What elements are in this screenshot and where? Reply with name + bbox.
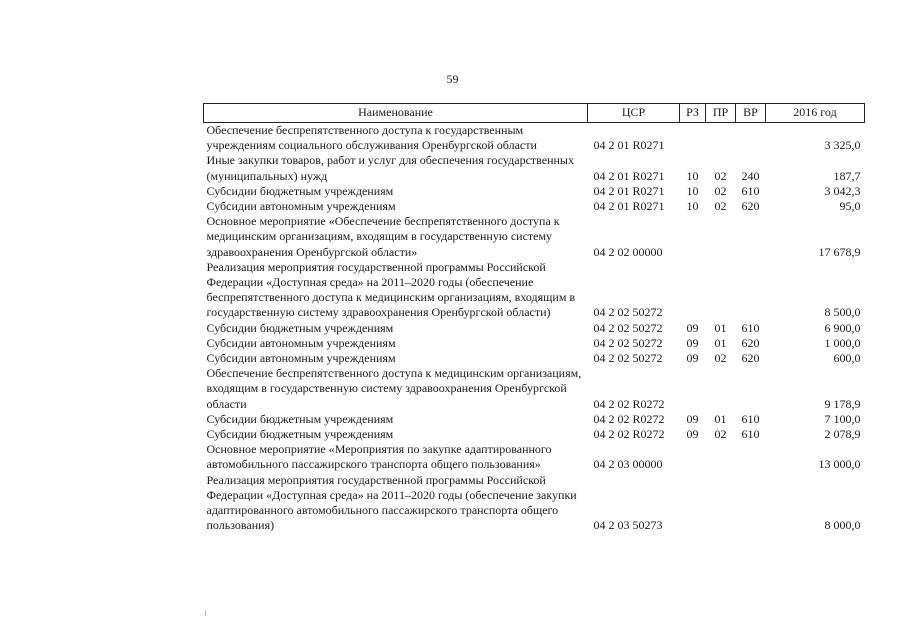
table-row [204, 351, 865, 366]
cell-amount: 6 900,0 [824, 320, 861, 335]
cell-name: Субсидии автономным учреждениям [206, 351, 396, 366]
cell-vr [736, 214, 766, 260]
table-row [204, 321, 865, 336]
table-row [204, 336, 865, 351]
cell-rz: 10 [686, 183, 699, 198]
cell-pr: 01 [714, 335, 727, 350]
cell-vr [736, 442, 766, 472]
cell-rz: 09 [686, 351, 699, 366]
cell-vr: 610 [741, 183, 760, 198]
cell-rz [680, 366, 706, 412]
cell-csr: 04 2 02 50272 [593, 320, 663, 335]
table-row [204, 473, 865, 534]
cell-pr: 02 [714, 168, 727, 183]
cell-csr: 04 2 01 R0271 [593, 183, 665, 198]
cell-vr: 610 [741, 411, 760, 426]
cell-amount: 17 678,9 [818, 244, 861, 259]
header-csr: ЦСР [588, 104, 680, 123]
cell-rz: 09 [686, 335, 699, 350]
header-vr: ВР [736, 104, 766, 123]
cell-amount: 8 000,0 [824, 518, 861, 533]
cell-amount: 8 500,0 [824, 305, 861, 320]
cell-vr [736, 473, 766, 534]
cell-pr: 02 [714, 351, 727, 366]
cell-amount: 1 000,0 [824, 335, 861, 350]
cell-csr: 04 2 02 50272 [593, 335, 663, 350]
cell-pr [706, 366, 736, 412]
cell-vr: 610 [741, 427, 760, 442]
cell-pr [706, 123, 736, 154]
cell-amount: 7 100,0 [824, 411, 861, 426]
table-row [204, 199, 865, 214]
cell-pr [706, 442, 736, 472]
cell-vr: 620 [741, 199, 760, 214]
cell-name: Иные закупки товаров, работ и услуг для обеспечения государственных (муниципальных) нужд [206, 153, 574, 183]
cell-rz: 10 [686, 168, 699, 183]
cell-csr: 04 2 01 R0271 [593, 168, 665, 183]
cell-csr: 04 2 03 00000 [593, 457, 663, 472]
cell-name: Обеспечение беспрепятственного доступа к государственным учреждениям социального обслуживания Оренбургской области [206, 123, 537, 153]
cell-name: Реализация мероприятия государственной программы Российской Федерации «Доступная среда» на 2011–2020 годы (обеспечение беспрепятственного доступа к медицинским организациям, входящим в государственную систему здравоохранения Оренбургской области) [206, 259, 576, 320]
cell-pr: 01 [714, 411, 727, 426]
cell-amount: 95,0 [839, 199, 861, 214]
table-header [204, 104, 865, 123]
cell-vr [736, 123, 766, 154]
cell-vr: 620 [741, 335, 760, 350]
cell-pr [706, 214, 736, 260]
cell-rz: 09 [686, 411, 699, 426]
header-amount: 2016 год [766, 104, 865, 123]
header-row [204, 104, 865, 123]
cell-pr: 02 [714, 427, 727, 442]
cell-csr: 04 2 03 50273 [593, 518, 663, 533]
table-row [204, 412, 865, 427]
cell-csr: 04 2 02 50272 [593, 351, 663, 366]
cell-csr: 04 2 02 R0272 [593, 427, 665, 442]
cell-rz [680, 260, 706, 321]
cell-amount: 3 042,3 [824, 183, 861, 198]
cell-csr: 04 2 01 R0271 [593, 199, 665, 214]
cell-name: Субсидии бюджетным учреждениям [206, 427, 394, 442]
cell-csr: 04 2 02 00000 [593, 244, 663, 259]
table-row [204, 366, 865, 412]
cell-rz: 09 [686, 320, 699, 335]
cell-vr [736, 366, 766, 412]
cell-rz: 10 [686, 199, 699, 214]
cell-rz [680, 214, 706, 260]
table-row [204, 184, 865, 199]
cell-name: Обеспечение беспрепятственного доступа к медицинским организациям, входящим в государственную систему здравоохранения Оренбургской области [206, 366, 582, 411]
cell-name: Субсидии автономным учреждениям [206, 199, 396, 214]
cell-csr: 04 2 02 50272 [593, 305, 663, 320]
cell-name: Основное мероприятие «Обеспечение беспрепятственного доступа к медицинским организациям, входящим в государственную систему здравоохранения Оренбургской области» [206, 214, 560, 259]
cell-vr: 240 [741, 168, 760, 183]
table-row [204, 442, 865, 472]
cell-rz [680, 473, 706, 534]
cell-vr [736, 260, 766, 321]
cell-pr: 02 [714, 199, 727, 214]
table-row [204, 427, 865, 442]
cell-csr: 04 2 02 R0272 [593, 411, 665, 426]
table-row [204, 123, 865, 154]
cell-csr: 04 2 01 R0271 [593, 138, 665, 153]
cell-amount: 9 178,9 [824, 396, 861, 411]
cell-rz [680, 442, 706, 472]
cell-name: Субсидии бюджетным учреждениям [206, 411, 394, 426]
cell-name: Субсидии бюджетным учреждениям [206, 320, 394, 335]
cell-vr: 610 [741, 320, 760, 335]
cell-pr [706, 473, 736, 534]
cell-name: Субсидии автономным учреждениям [206, 335, 396, 350]
header-pr: ПР [706, 104, 736, 123]
cell-amount: 13 000,0 [818, 457, 861, 472]
budget-table [203, 103, 865, 533]
table-row [204, 214, 865, 260]
cell-amount: 187,7 [833, 168, 861, 183]
cell-pr [706, 260, 736, 321]
cell-csr: 04 2 02 R0272 [593, 396, 665, 411]
cell-name: Субсидии бюджетным учреждениям [206, 183, 394, 198]
cell-vr: 620 [741, 351, 760, 366]
cell-amount: 3 325,0 [824, 138, 861, 153]
cell-name: Основное мероприятие «Мероприятия по закупке адаптированного автомобильного пассажирского транспорта общего пользования» [206, 442, 552, 472]
table-row [204, 260, 865, 321]
cell-amount: 600,0 [833, 351, 861, 366]
header-rz: РЗ [680, 104, 706, 123]
cell-rz [680, 123, 706, 154]
cell-amount: 2 078,9 [824, 427, 861, 442]
scan-artifact [205, 610, 206, 616]
cell-pr: 02 [714, 183, 727, 198]
cell-rz: 09 [686, 427, 699, 442]
table-body [204, 123, 865, 534]
cell-pr: 01 [714, 320, 727, 335]
page-number: 59 [446, 72, 459, 86]
cell-name: Реализация мероприятия государственной программы Российской Федерации «Доступная среда» на 2011–2020 годы (обеспечение закупки адаптированного автомобильного пассажирского транспорта общего пользования) [206, 472, 577, 533]
table-row [204, 153, 865, 183]
header-name: Наименование [204, 104, 588, 123]
